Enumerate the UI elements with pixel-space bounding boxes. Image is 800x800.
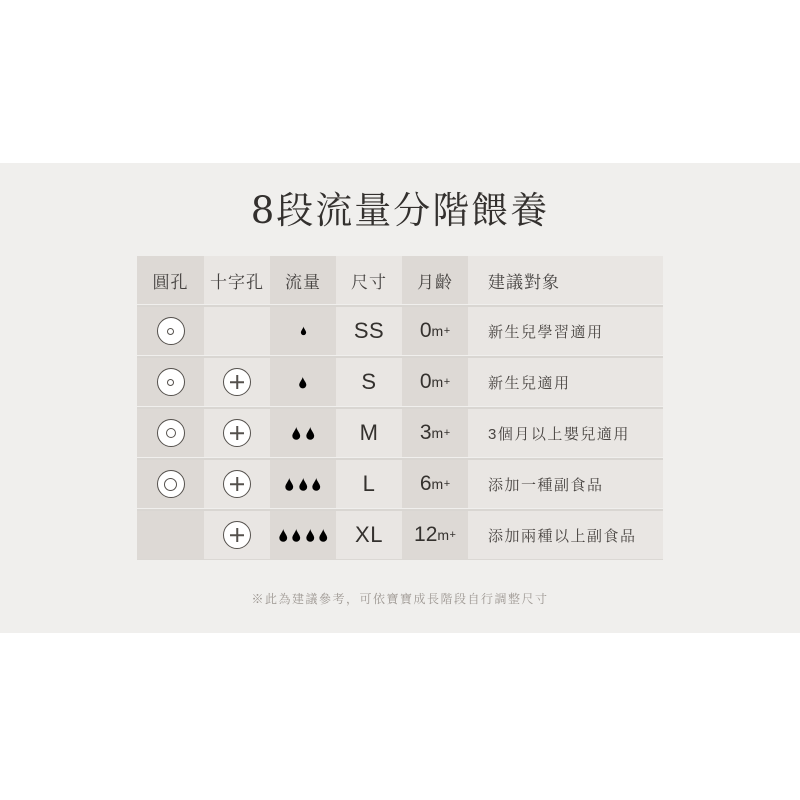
age-plus: + (443, 478, 451, 490)
flow-cell (270, 511, 336, 559)
drop-icon (318, 528, 329, 543)
target-label: 新生兒適用 (488, 374, 571, 392)
drops-group (300, 326, 307, 336)
cross-hole-cell (204, 511, 270, 559)
table-row (137, 409, 663, 457)
drops-group (284, 477, 322, 492)
age-cell (402, 409, 468, 457)
round-hole-icon (157, 470, 185, 498)
target-label: 3個月以上嬰兒適用 (488, 425, 630, 443)
header-round-hole: 圓孔 (137, 256, 204, 304)
age-number: 0 (419, 319, 432, 342)
target-label: 添加兩種以上副食品 (488, 527, 637, 545)
flow-stage-table (137, 256, 663, 559)
round-hole-cell (137, 358, 204, 406)
age-number: 0 (419, 370, 432, 393)
round-hole-cell (137, 307, 204, 355)
flow-cell (270, 358, 336, 406)
size-cell (336, 358, 402, 406)
age-number: 6 (419, 472, 432, 495)
table-row (137, 460, 663, 508)
age-plus: + (443, 376, 451, 388)
drops-group (278, 528, 329, 543)
target-cell (468, 460, 663, 508)
header-size: 尺寸 (336, 256, 402, 304)
round-hole-inner (167, 328, 174, 335)
table-row (137, 307, 663, 355)
cross-hole-icon (223, 368, 251, 396)
header-flow: 流量 (270, 256, 336, 304)
age-plus: + (443, 325, 451, 337)
age-number: 12 (414, 523, 438, 546)
round-hole-icon (157, 419, 185, 447)
drop-icon (311, 477, 322, 492)
drop-icon (291, 528, 302, 543)
size-cell (336, 409, 402, 457)
cross-hole-cell (204, 358, 270, 406)
cross-hole-cell (204, 409, 270, 457)
target-cell (468, 358, 663, 406)
drop-icon (291, 426, 302, 441)
round-hole-cell (137, 409, 204, 457)
age-unit: m (431, 323, 444, 339)
size-label: M (359, 420, 379, 445)
round-hole-cell (137, 460, 204, 508)
size-label: SS (353, 318, 385, 343)
round-hole-inner (167, 379, 174, 386)
header-age: 月齡 (402, 256, 468, 304)
size-cell (336, 511, 402, 559)
drops-group (298, 376, 308, 389)
cross-hole-icon (223, 521, 251, 549)
flow-cell (270, 307, 336, 355)
table-row (137, 358, 663, 406)
target-cell (468, 307, 663, 355)
header-cross-hole: 十字孔 (204, 256, 270, 304)
table-row (137, 511, 663, 559)
cross-hole-cell (204, 460, 270, 508)
age-cell (402, 511, 468, 559)
table-header-row (137, 256, 663, 304)
target-cell (468, 409, 663, 457)
drop-icon (278, 528, 289, 543)
age-unit: m (431, 374, 444, 390)
drop-icon (305, 528, 316, 543)
drop-icon (305, 426, 316, 441)
round-hole-cell (137, 511, 204, 559)
cross-hole-icon (223, 470, 251, 498)
age-unit: m (437, 527, 450, 543)
age-unit: m (431, 476, 444, 492)
drop-icon (298, 376, 308, 389)
drop-icon (298, 477, 309, 492)
drops-group (291, 426, 315, 441)
flow-cell (270, 409, 336, 457)
size-label: XL (355, 522, 383, 547)
round-hole-inner (166, 428, 176, 438)
round-hole-icon (157, 317, 185, 345)
drop-icon (284, 477, 295, 492)
flow-cell (270, 460, 336, 508)
age-number: 3 (419, 421, 432, 444)
size-label: S (361, 369, 377, 394)
round-hole-inner (164, 478, 177, 491)
target-cell (468, 511, 663, 559)
size-cell (336, 460, 402, 508)
age-plus: + (443, 427, 451, 439)
round-hole-icon (157, 368, 185, 396)
size-label: L (362, 471, 376, 496)
page-title: 8段流量分階餵養 (250, 189, 550, 232)
age-cell (402, 307, 468, 355)
age-unit: m (431, 425, 444, 441)
age-plus: + (449, 529, 456, 541)
cross-hole-icon (223, 419, 251, 447)
age-cell (402, 460, 468, 508)
footnote: ※此為建議參考，可依寶寶成長階段自行調整尺寸 (251, 592, 549, 606)
age-cell (402, 358, 468, 406)
target-label: 添加一種副食品 (488, 476, 604, 494)
target-label: 新生兒學習適用 (488, 323, 604, 341)
drop-icon (300, 326, 307, 336)
size-cell (336, 307, 402, 355)
header-target: 建議對象 (468, 256, 663, 304)
cross-hole-cell (204, 307, 270, 355)
